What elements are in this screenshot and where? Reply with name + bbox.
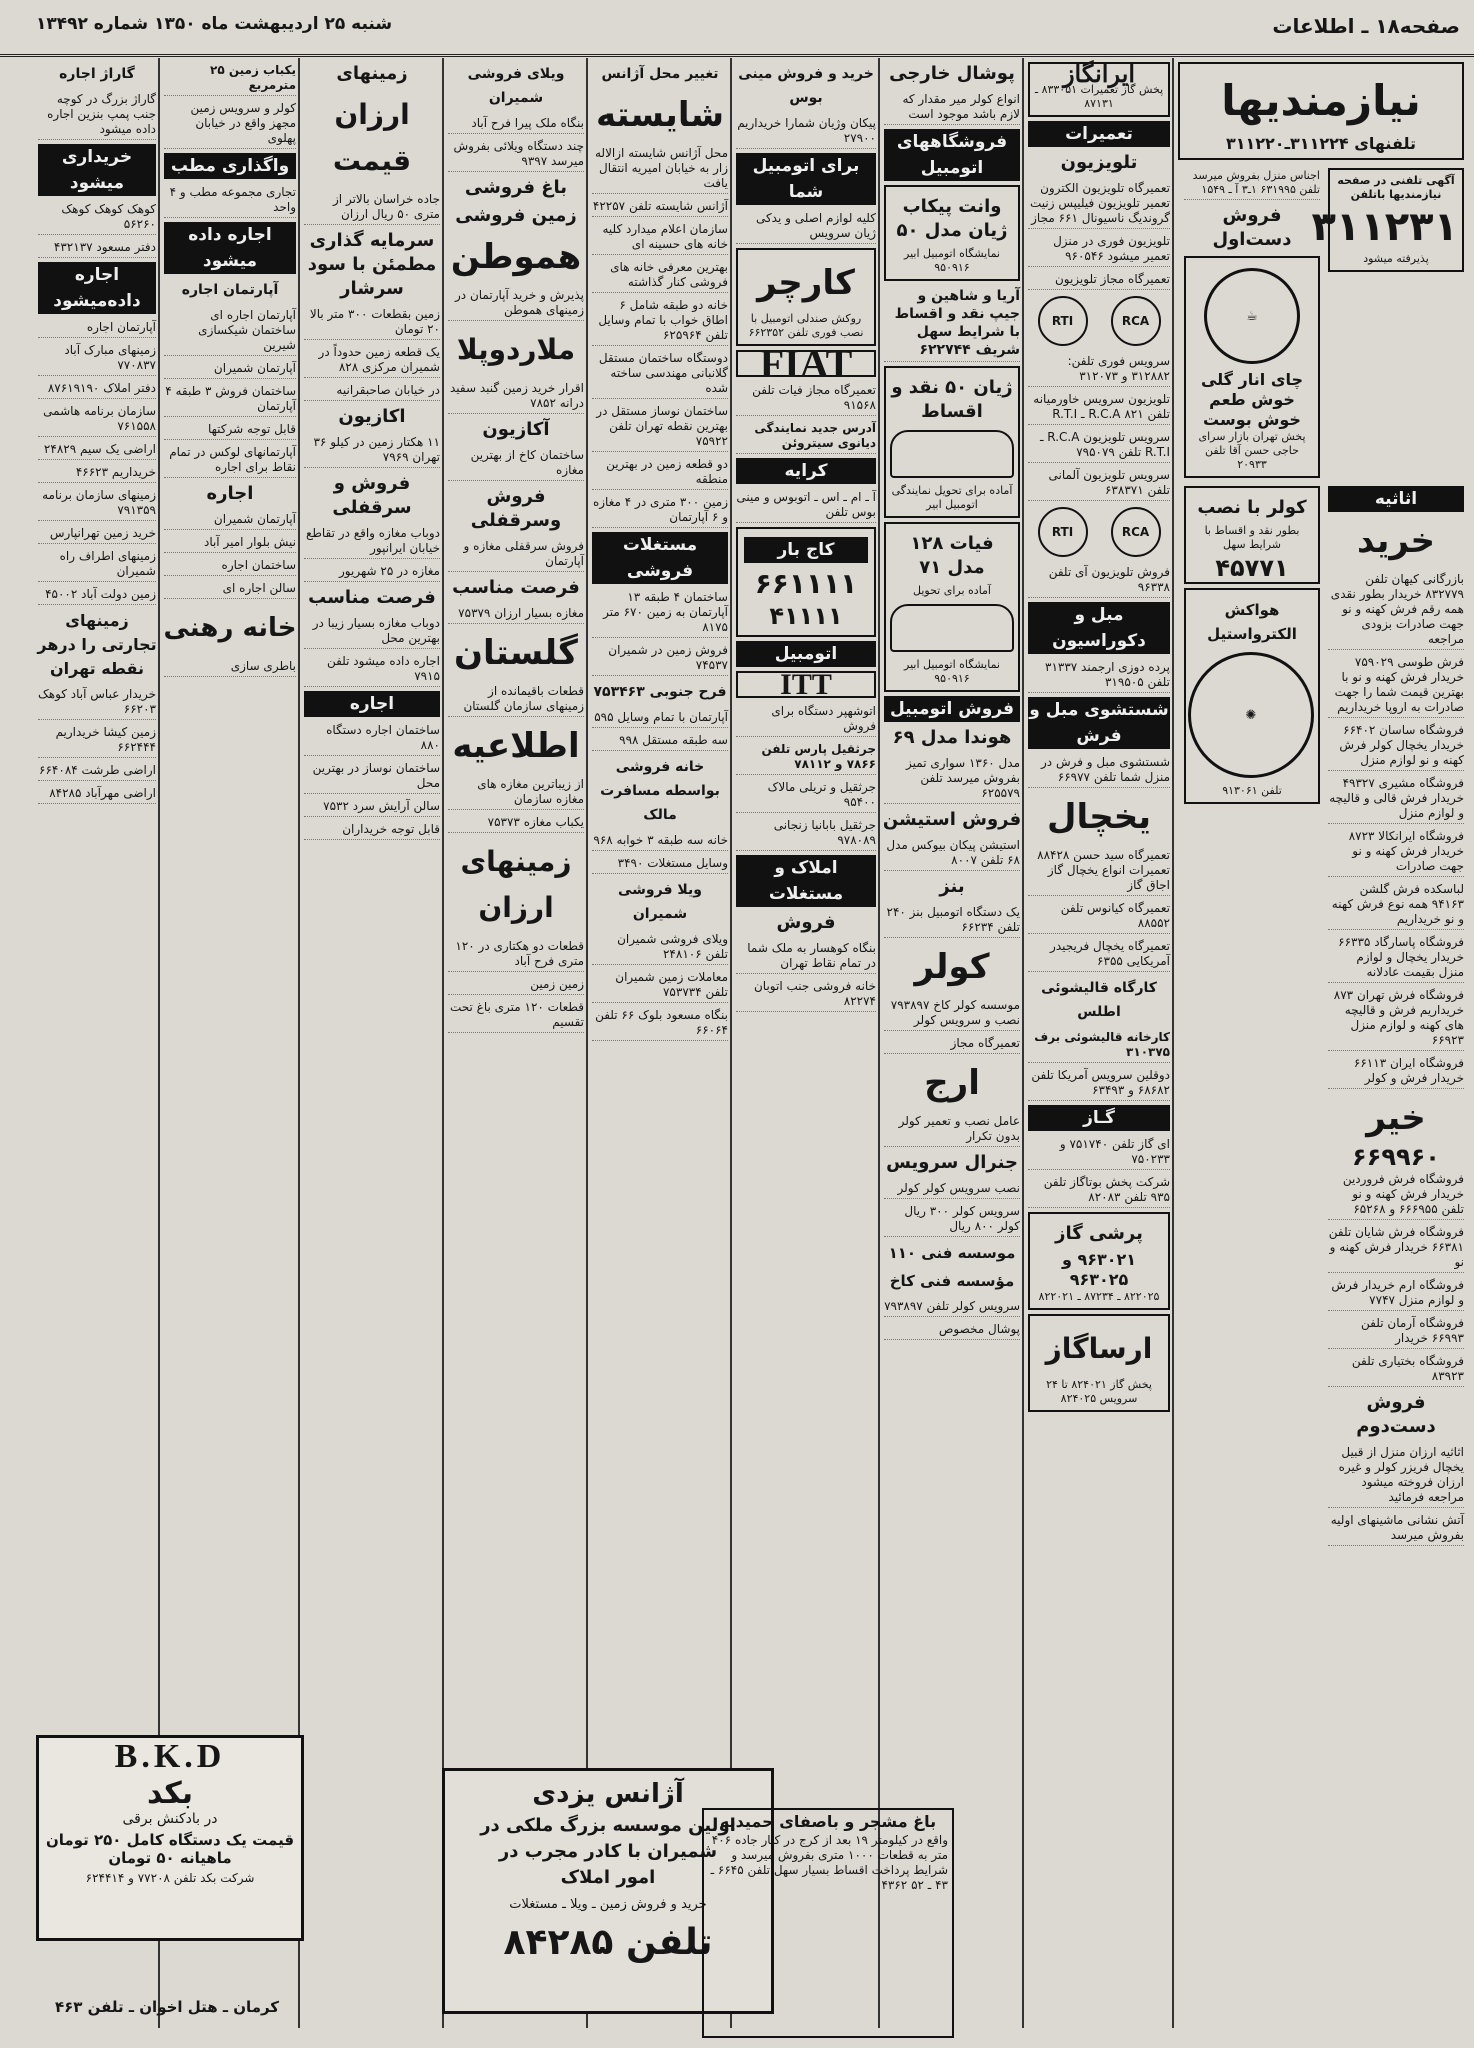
classified-ad: پرده دوزی ارجمند ۳۱۳۳۷ تلفن ۳۱۹۵۰۵ (1028, 658, 1170, 693)
bkd-sub: در بادکنش برقی (122, 1811, 218, 1827)
section-heading: ویلا فروشی شمیران (618, 882, 702, 922)
classified-ad: زمین بقطعات ۳۰۰ متر بالا ۲۰ تومان (304, 305, 440, 340)
classified-ad: تلویزیون سرویس خاورمیانه تلفن ۸۲۱ R.C.A ـ R.T.I (1028, 390, 1170, 425)
section-heading: شایسته (595, 95, 725, 135)
classified-ad: اثاثیه ارزان منزل از قبیل یخچال فریزر کولر و غیره ارزان فروخته میشود مراجعه فرمائید (1328, 1443, 1464, 1508)
fan-ad (1184, 588, 1320, 804)
rti-logo: RTI (1038, 296, 1088, 346)
cab-title: کاج بار (744, 537, 868, 563)
classified-ad: ساختمان اجاره دستگاه ۸۸۰ (304, 721, 440, 756)
rca-rti-logos (1026, 296, 1172, 346)
fiat-logo-ad (736, 341, 876, 386)
classified-ad: فروشگاه بختیاری تلفن ۸۳۹۲۳ (1328, 1352, 1464, 1387)
cab-number-2: ۴۱۱۱۱ (769, 602, 843, 630)
section-heading: فرصت مناسب (308, 587, 436, 608)
section-heading: اطلاعیه (452, 726, 580, 766)
fiat-dealer: نمایشگاه اتومبیل ابیر ۹۵۰۹۱۶ (904, 658, 1000, 685)
classified-ad: یک دستگاه اتومبیل بنز ۲۴۰ تلفن ۶۶۲۳۴ (884, 903, 1020, 938)
classified-ad: از زیباترین مغازه های مغازه سازمان (448, 775, 584, 810)
classified-ad: یکباب زمین ۲۵ مترمربع (164, 61, 296, 96)
section-heading: آپارتمان اجاره (181, 282, 279, 298)
classified-ad: سرویس تلویزیون R.C.A ـ R.T.I تلفن ۷۹۵۰۷۹ (1028, 428, 1170, 463)
classified-ad: فروشگاه مشیری ۴۹۳۲۷ خریدار فرش قالی و قالیچه و لوازم منزل (1328, 774, 1464, 824)
classified-ad: سه طبقه مستقل ۹۹۸ (592, 731, 728, 751)
irangaz-sub: پخش گاز تعمیرات ۸۳۳۰۵۱ ـ ۸۷۱۳۱ (1034, 83, 1164, 110)
rca-rti-logos (1026, 507, 1172, 557)
classified-ad: در خیابان صاحبقرانیه (304, 381, 440, 401)
section-heading: فروش (776, 912, 836, 933)
classified-ad: ساختمان اجاره (164, 556, 296, 576)
section-heading: خانه رهنی (163, 613, 297, 643)
karcher-sub: روکش صندلی اتومبیل با نصب فوری تلفن ۶۶۲۳۵۲ (748, 312, 864, 339)
agency-name: آژانس یزدی (532, 1779, 684, 1809)
classified-ad: فروشگاه ایران ۶۶۱۱۳ خریدار فرش و کولر (1328, 1054, 1464, 1089)
classified-ad: تعمیرگاه یخچال فریجیدر آمریکایی ۶۳۵۵ (1028, 937, 1170, 972)
agency-line: امور املاک (560, 1867, 656, 1888)
column-3 (882, 58, 1022, 2028)
section-heading: اجاره داده‌میشود (38, 262, 156, 314)
section-heading: کارگاه قالیشوئی اطلس (1041, 980, 1157, 1020)
classified-ad: زمین ۳۰۰ متری در ۴ مغازه و ۶ آپارتمان (592, 493, 728, 528)
classified-ad: فروش تلویزیون آی تلفن ۹۶۳۳۸ (1028, 563, 1170, 598)
phone-ad-box (1311, 168, 1464, 272)
section-heading: اجاره داده میشود (164, 222, 296, 274)
section-heading: ملاردوپلا (456, 333, 576, 366)
classified-ad: نیش بلوار امیر آباد (164, 533, 296, 553)
irangaz-logo: ایرانگاز (1062, 62, 1136, 88)
classified-ad: انواع کولر میر مقدار که لازم باشد موجود است (884, 90, 1020, 125)
fiat-ad (884, 522, 1020, 692)
fiat-logo: FIAT (759, 341, 853, 386)
classified-ad: آپارتمان اجاره (38, 318, 156, 338)
section-heading: خانه فروشی بواسطه مسافرت مالک (600, 759, 720, 823)
section-heading: اثاثیه (1328, 486, 1464, 512)
classified-ad: خانه سه طبقه ۳ خوابه ۹۶۸ (592, 831, 728, 851)
classified-ad: سالن اجاره ای (164, 579, 296, 599)
classified-ad: دوقلین سرویس آمریکا تلفن ۶۸۶۸۲ و ۶۳۴۹۳ (1028, 1066, 1170, 1101)
column-5 (590, 58, 730, 2028)
classified-ad: آپارتمان شمیران (164, 359, 296, 379)
khair-number: ۶۶۹۹۶۰ (1352, 1143, 1440, 1171)
classified-ad: زمین کیشا خریداریم ۶۶۲۴۴۴ (38, 723, 156, 758)
classified-ad: آپارتمان اجاره ای ساختمان شیکسازی شیرین (164, 306, 296, 356)
classified-ad: دوستگاه ساختمان مستقل گلانبانی مهندسی ساخته شده (592, 349, 728, 399)
section-heading: بنز (939, 876, 965, 897)
classified-ad: آپارتمان با تمام وسایل ۵۹۵ (592, 708, 728, 728)
classified-ad: فرش طوسی ۷۵۹۰۲۹ خریدار فرش کهنه و نو با بهترین قیمت شما را جهت صادرات به اروپا خریداریم (1328, 653, 1464, 718)
classified-ad: ۱۱ هکتار زمین در کیلو ۳۶ تهران ۷۹۶۹ (304, 433, 440, 468)
classified-ad: آریا و شاهین و جیپ نقد و اقساط با شرایط سهل شریف ۶۲۲۷۴۴ (884, 285, 1020, 362)
rca-logo: RCA (1111, 507, 1161, 557)
bkd-logo: B.K.D (114, 1738, 226, 1775)
classified-ad: ساختمان نوساز در بهترین محل (304, 759, 440, 794)
classified-ad: تجاری مجموعه مطب و ۴ واحد (164, 183, 296, 218)
section-heading: زمینهای تجارتی را درهر نقطه تهران (37, 611, 157, 678)
section-heading: فرصت مناسب (452, 577, 580, 598)
section-heading: مبل و دکوراسیون (1028, 602, 1170, 654)
classified-ad: سرویس کولر تلفن ۷۹۳۸۹۷ (884, 1297, 1020, 1317)
classified-ad: زمینهای سازمان برنامه ۷۹۱۳۵۹ (38, 486, 156, 521)
cab-ad (736, 527, 876, 637)
fiat-title: فیات ۱۲۸ مدل ۷۱ (910, 533, 994, 578)
column-8 (162, 58, 298, 1718)
classified-ad: فروشگاه فرش تهران ۸۷۳ خریداریم فرش و قالیچه های کهنه و لوازم منزل ۶۶۹۲۳ (1328, 986, 1464, 1051)
classified-ad: سرویس تلویزیون آلمانی تلفن ۶۳۸۳۷۱ (1028, 466, 1170, 501)
itt-logo: ITT (780, 668, 832, 701)
classified-ad: اجناس منزل بفروش میرسد تلفن ۶۳۱۹۹۵ ۱ـ۳ آ ـ ۱۵۴۹ (1184, 167, 1320, 200)
classified-ad: کلیه لوازم اصلی و یدکی ژیان سرویس (736, 209, 876, 244)
column-rule (586, 58, 588, 2028)
classified-ad: مغازه در ۲۵ شهریور (304, 562, 440, 582)
classified-ad: زمین دولت آباد ۴۵۰۰۲ (38, 585, 156, 605)
section-heading: اجاره (304, 691, 440, 717)
classified-ad: تعمیرگاه مجاز فیات تلفن ۹۱۵۶۸ (736, 381, 876, 416)
footer-ad: کرمان ـ هتل اخوان ـ تلفن ۴۶۳ (54, 1998, 280, 2016)
garden-title: باغ مشجر و باصفای حمیدیه (719, 1812, 937, 1831)
classified-ad: کوهک کوهک کوهک ۵۶۲۶۰ (38, 200, 156, 235)
rti-logo: RTI (1038, 507, 1088, 557)
section-heading: پوشال خارجی (889, 63, 1015, 84)
classified-ad: ساختمان کاخ از بهترین مغازه (448, 446, 584, 481)
classified-ad: ساختمان نوساز مستقل در بهترین نقطه تهران تلفن ۷۵۹۲۲ (592, 402, 728, 452)
classified-ad: تعمیرگاه کیانوس تلفن ۸۸۵۵۲ (1028, 899, 1170, 934)
agency-phone: تلفن ۸۴۲۸۵ (503, 1922, 713, 1963)
tea-title: چای انار گلی خوش طعم خوش بوست (1200, 370, 1304, 429)
classified-ad: فروشگاه فرش فروردین خریدار فرش کهنه و نو تلفن ۶۶۶۹۵۵ و ۶۵۲۶۸ (1328, 1170, 1464, 1220)
pickup-ad (884, 185, 1020, 281)
pars-tel: ۹۶۳۰۲۱ و ۹۶۳۰۲۵ (1061, 1250, 1137, 1289)
classified-ad: عامل نصب و تعمیر کولر بدون تکرار (884, 1112, 1020, 1147)
classified-ad: تعمیرگاه مجاز (884, 1034, 1020, 1054)
classified-ad: مغازه بسیار ارزان ۷۵۳۷۹ (448, 604, 584, 624)
section-heading: موسسه فنی ۱۱۰ (888, 1244, 1016, 1262)
section-heading: باغ فروشی (464, 177, 568, 198)
classified-ad: قطعات دو هکتاری در ۱۲۰ متری فرح آباد (448, 937, 584, 972)
classified-ad: محل آژانس شایسته ازالاله زار به خیابان امیریه انتقال یافت (592, 144, 728, 194)
niyazmandiha-title: نیازمندیها (1221, 76, 1421, 125)
classified-ad: بنگاه کوهسار به ملک شما در تمام نقاط تهران (736, 939, 876, 974)
classified-ad: نصب سرویس کولر کولر (884, 1179, 1020, 1199)
section-heading: واگذاری مطب (164, 153, 296, 179)
classified-ad: خریدار عباس آباد کوهک ۶۶۲۰۳ (38, 685, 156, 720)
cooler-title: کولر با نصب (1197, 497, 1307, 518)
column-rule (158, 58, 160, 2028)
column-1 (1176, 58, 1466, 2028)
section-heading: کولر (914, 947, 990, 987)
agency-line: اولین موسسه بزرگ ملکی در (480, 1815, 736, 1836)
section-heading: فروش وسرقفلی (470, 486, 562, 531)
classified-ad: خانه فروشی جنب اتوبان ۸۲۲۷۴ (736, 977, 876, 1012)
bkd-tel: شرکت بکد تلفن ۷۷۲۰۸ و ۶۲۴۴۱۴ (85, 1871, 255, 1885)
classified-ad: آپارتمان شمیران (164, 510, 296, 530)
classified-ad: یک قطعه زمین حدوداً در شمیران مرکزی ۸۲۸ (304, 343, 440, 378)
classified-ad: اراضی مهرآباد ۸۴۲۸۵ (38, 784, 156, 804)
classified-ad: ای گاز تلفن ۷۵۱۷۴۰ و ۷۵۰۲۳۳ (1028, 1135, 1170, 1170)
classified-ad: ویلای فروشی شمیران تلفن ۲۴۸۱۰۶ (592, 930, 728, 965)
karcher-ad (736, 248, 876, 346)
section-heading: خرید (1356, 521, 1436, 561)
arsa-gaz-ad (1028, 1314, 1170, 1412)
section-heading: گـاز (1028, 1105, 1170, 1131)
agency-services: خرید و فروش زمین ـ ویلا ـ مستغلات (509, 1897, 707, 1912)
classified-ad: بنگاه ملک پیرا فرح آباد (448, 114, 584, 134)
classified-ad: آتش نشانی ماشینهای اولیه بفروش میرسد (1328, 1511, 1464, 1546)
column-2 (1026, 58, 1172, 2028)
classified-ad: خریداریم ۴۶۶۲۳ (38, 463, 156, 483)
section-heading: فروشگاههای اتومبیل (884, 129, 1020, 181)
section-heading: زمینهای (336, 63, 408, 84)
classified-ad: معاملات زمین شمیران تلفن ۷۵۳۷۳۴ (592, 968, 728, 1003)
section-heading: فرح جنوبی ۷۵۳۴۶۳ (593, 684, 727, 700)
column-4 (734, 58, 878, 2028)
classified-ad: فروشگاه فرش شایان تلفن ۶۶۳۸۱ خریدار فرش کهنه و نو (1328, 1223, 1464, 1273)
column-rule (730, 58, 732, 2028)
pars-title: پرشی گاز (1055, 1223, 1143, 1244)
section-heading: کرایه (736, 458, 876, 484)
classified-ad: اقرار خرید زمین گنبد سفید درانه ۷۸۵۲ (448, 379, 584, 414)
car-icon (890, 604, 1014, 652)
classified-ad: ساختمان فروش ۳ طبقه ۴ آپارتمان (164, 382, 296, 417)
classified-ad: ساختمان ۴ طبقه ۱۳ آپارتمان به زمین ۶۷۰ متر ۸۱۷۵ (592, 588, 728, 638)
section-heading: جنرال سرویس (886, 1152, 1018, 1173)
garden-body: واقع در کیلومتر ۱۹ بعد از کرج در کنار جاده ۴۰۶ متر به قطعات ۱۰۰۰ متری بفروش میرسد و شرایط پرداخت اقساط بسیار سهل تلفن ۶۶۴۵ ـ ۴۳ ـ ۵۲ ۴۳۶۲ (710, 1833, 948, 1892)
arj-logo: ارج (924, 1063, 980, 1103)
cooler-number: ۴۵۷۷۱ (1215, 554, 1289, 582)
section-heading: اتومبیل (736, 641, 876, 667)
classified-ad: قطعات باقیمانده از زمینهای سازمان گلستان (448, 682, 584, 717)
classified-ad: اراضی طرشت ۶۶۴۰۸۴ (38, 761, 156, 781)
section-heading: گاراژ اجاره (59, 66, 135, 82)
classified-ad: مدل ۱۳۶۰ سواری تمیز بفروش میرسد تلفن ۶۲۵۵۷۹ (884, 754, 1020, 804)
classified-ad: بازرگانی کیهان تلفن ۸۳۲۷۷۹ خریدار بطور نقدی همه رقم فرش کهنه و نو جهت صادرات بزودی مراجعه (1328, 570, 1464, 650)
rca-logo: RCA (1111, 296, 1161, 346)
classified-ad: دو قطعه زمین در بهترین منطقه (592, 455, 728, 490)
section-heading: فروش دست‌اول (1212, 205, 1292, 250)
classified-ad: کارخانه قالیشوئی برف ۳۱۰۳۷۵ (1028, 1028, 1170, 1063)
cooler-ad (1184, 486, 1320, 584)
classified-ad: بنگاه مسعود بلوک ۶۶ تلفن ۶۶۰۶۴ (592, 1006, 728, 1041)
section-heading: زمینهای ارزان (460, 845, 572, 924)
classified-ad: سالن آرایش سرد ۷۵۳۲ (304, 797, 440, 817)
classified-ad: فروشگاه ایرانکالا ۸۷۲۳ خریدار فرش کهنه و نو جهت صادرات (1328, 827, 1464, 877)
section-heading: ویلای فروشی شمیران (467, 66, 565, 106)
tea-addr: پخش تهران بازار سرای حاجی حسن آقا تلفن ۲۰۹۳۳ (1198, 430, 1306, 471)
zhian-sub: آماده برای تحویل نمایندگی اتومبیل ابیر (891, 484, 1013, 511)
arsa-sub: پخش گاز ۸۲۴۰۲۱ تا ۲۴ سرویس ۸۲۴۰۲۵ (1046, 1378, 1152, 1405)
fan-icon: ✺ (1188, 652, 1314, 778)
classified-ad: پذیرش و خرید آپارتمان در زمینهای هموطن (448, 286, 584, 321)
classified-ad: دفتر املاک ۸۷۶۱۹۱۹۰ (38, 379, 156, 399)
column-rule (298, 58, 300, 2028)
niyazmandiha-banner (1178, 62, 1464, 160)
zhian-ad (884, 366, 1020, 518)
pars-tel-2: ۸۲۲۰۲۵ ـ ۸۷۲۳۴ ـ ۸۲۲۰۲۱ (1038, 1290, 1160, 1303)
tea-ad (1184, 256, 1320, 478)
classified-ad: زمینهای اطراف راه شمیران (38, 547, 156, 582)
section-heading: برای اتومبیل شما (736, 153, 876, 205)
classified-ad: خرید زمین تهرانپارس (38, 524, 156, 544)
pickup-title: وانت پیکاب ژیان مدل ۵۰ (896, 196, 1008, 241)
classified-ad: وسایل مستغلات ۳۴۹۰ (592, 854, 728, 874)
column-6 (446, 58, 586, 2028)
classified-ad: تعمیرگاه تلویزیون الکترون تعمیر تلویزیون فیلیپس زنیت گروندیگ ناسیونال ۶۶۱ مجاز (1028, 179, 1170, 229)
classified-ad: جرثقیل بابانیا زنجانی ۹۷۸۰۸۹ (736, 816, 876, 851)
tea-logo-icon: ☕ (1204, 268, 1300, 364)
classified-ad: پیکان وژیان شمارا خریداریم ۲۷۹۰۰ (736, 114, 876, 149)
section-heading: آکازیون (482, 419, 550, 440)
classified-ad: اجاره داده میشود تلفن ۷۹۱۵ (304, 652, 440, 687)
section-heading: مؤسسه فنی کاخ (889, 1272, 1015, 1290)
cooler-sub: بطور نقد و اقساط با شرایط سهل (1204, 524, 1300, 551)
classified-ad: باطری سازی (164, 657, 296, 677)
classified-ad: جاده خراسان بالاتر از متری ۵۰ ریال ارزان (304, 190, 440, 225)
classified-ad: سازمان اعلام میدارد کلیه خانه های حسینه ای (592, 220, 728, 255)
classified-ad: تلویزیون فوری در منزل تعمیر میشود ۹۶۰۵۴۶ (1028, 232, 1170, 267)
classified-ad: سازمان برنامه هاشمی ۷۶۱۵۵۸ (38, 402, 156, 437)
karcher-logo: کارچر (757, 263, 855, 303)
page-label: صفحه۱۸ ـ اطلاعات (1272, 14, 1460, 38)
classified-ad: بهترین معرفی خانه های فروشی کنار گذاشته (592, 258, 728, 293)
classified-ad: جرثقیل و تریلی مالاک ۹۵۴۰۰ (736, 778, 876, 813)
bkd-ad (36, 1735, 304, 1941)
car-icon (890, 430, 1014, 478)
phone-ad-number: ۳۱۱۲۳۱ (1311, 204, 1458, 250)
irangaz-ad (1028, 62, 1170, 117)
classified-ad: موسسه کولر کاخ ۷۹۳۸۹۷ نصب و سرویس کولر (884, 996, 1020, 1031)
itt-ad (736, 668, 876, 701)
pickup-sub: نمایشگاه اتومبیل ابیر ۹۵۰۹۱۶ (904, 247, 1000, 274)
classified-ad: قابل توجه خریداران (304, 820, 440, 840)
section-heading: مستغلات فروشی (592, 532, 728, 584)
classified-ad: دفتر مسعود ۴۳۲۱۳۷ (38, 238, 156, 258)
classified-ad: شرکت پخش بوتاگاز تلفن ۹۳۵ تلفن ۸۲۰۸۳ (1028, 1173, 1170, 1208)
zhian-title: ژیان ۵۰ نقد و اقساط (891, 377, 1013, 422)
classified-ad: قطعات ۱۲۰ متری باغ تحت تقسیم (448, 998, 584, 1033)
classified-ad: فروش سرقفلی مغازه و آپارتمان (448, 537, 584, 572)
classified-ad: فروش زمین در شمیران ۷۴۵۳۷ (592, 641, 728, 676)
section-heading: سرمایه گذاری مطمئن با سود سرشار (307, 230, 437, 299)
classified-ad: سرویس فوری تلفن: ۳۱۲۸۸۲ و ۳۱۲۰۷۳ (1028, 352, 1170, 387)
classified-ad: فروشگاه ارم خریدار فرش و لوازم منزل ۷۷۴۷ (1328, 1276, 1464, 1311)
hamidiyeh-garden-ad (702, 1808, 954, 2038)
section-heading: خیر (1366, 1098, 1426, 1138)
classified-ad: زمین زمین (448, 975, 584, 995)
section-heading: فروش دست‌دوم (1356, 1392, 1436, 1437)
section-heading: تلویزیون (1060, 152, 1138, 173)
page-header (0, 0, 1474, 57)
classified-ad: تعمیرگاه سید حسن ۸۸۴۲۸ تعمیرات انواع یخچال گاز اجاق گاز (1028, 846, 1170, 896)
fan-tel: تلفن ۹۱۳۰۶۱ (1222, 784, 1282, 797)
fan-brand: هواکش الکترواستیل (1207, 601, 1297, 643)
fiat-sub: آماده برای تحویل (913, 584, 991, 597)
column-rule (1172, 58, 1174, 2028)
column-rule (878, 58, 880, 2028)
section-heading: یخچال (1046, 797, 1152, 837)
classified-ad: دوباب مغازه بسیار زیبا در بهترین محل (304, 614, 440, 649)
classified-ad: گاراژ بزرگ در کوچه جنب پمپ بنزین اجاره داده میشود (38, 90, 156, 140)
phone-ad-text: آگهی تلفنی در صفحه نیازمندیها باتلفن (1337, 174, 1455, 201)
classified-ad: استیشن پیکان بیوکس مدل ۶۸ تلفن ۸۰۰۷ (884, 836, 1020, 871)
classified-ad: فروشگاه پاسارگاد ۶۶۳۳۵ خریدار یخچال و لوازم منزل بقیمت عادلانه (1328, 933, 1464, 983)
classified-ad: چند دستگاه ویلائی بفروش میرسد ۹۳۹۷ (448, 137, 584, 172)
pars-gaz-ad (1028, 1212, 1170, 1310)
section-heading: گلستان (454, 633, 578, 673)
section-heading: خرید و فروش مینی بوس (738, 66, 874, 106)
bkd-price: قیمت یک دستگاه کامل ۲۵۰ تومان (45, 1831, 295, 1849)
classified-ad: پوشال مخصوص (884, 1320, 1020, 1340)
section-heading: املاک و مستغلات (736, 855, 876, 907)
column-rule (1022, 58, 1024, 2028)
section-heading: هوندا مدل ۶۹ (892, 727, 1012, 748)
classified-ad: زمینهای مبارک آباد ۷۷۰۸۳۷ (38, 341, 156, 376)
date-line: شنبه ۲۵ اردیبهشت ماه ۱۳۵۰ شماره ۱۳۴۹۲ (36, 14, 393, 34)
section-heading: فروش و سرقفلی (332, 473, 412, 518)
classified-ad: دوباب مغازه واقع در تقاطع خیابان ایرانپور (304, 524, 440, 559)
classified-ad: کولر و سرویس زمین مجهز واقع در خیابان پهلوی (164, 99, 296, 149)
agency-line: شمیران با کادر مجرب در (498, 1841, 718, 1862)
bkd-installment: ماهیانه ۵۰ تومان (108, 1849, 232, 1867)
section-heading: تعمیرات (1028, 121, 1170, 147)
section-heading: فروش اتومبیل (884, 696, 1020, 722)
bkd-logo-fa: بکد (146, 1776, 194, 1811)
section-heading: ارزان قیمت (332, 98, 412, 177)
classified-ad: لباسکده فرش گلشن ۹۴۱۶۳ همه نوع فرش کهنه و نو خریداریم (1328, 880, 1464, 930)
section-heading: خریداری میشود (38, 144, 156, 196)
classified-ad: آژانس شایسته تلفن ۴۲۲۵۷ (592, 197, 728, 217)
classified-ad: سرویس کولر ۳۰۰ ریال کولر ۸۰۰ ریال (884, 1202, 1020, 1237)
classified-ad: اراضی یک سیم ۲۴۸۲۹ (38, 440, 156, 460)
classified-ad: فروشگاه ساسان ۶۶۴۰۲ خریدار یخچال کولر فرش کهنه و نو لوازم منزل (1328, 721, 1464, 771)
column-7 (302, 58, 442, 1758)
classified-ad: یکباب مغازه ۷۵۳۷۳ (448, 813, 584, 833)
classified-ad: جرثقیل پارس تلفن ۷۸۶۶ و ۷۸۱۱۲ (736, 740, 876, 775)
section-heading: هموطن (450, 237, 582, 277)
classified-ad: اتوشهپر دستگاه برای فروش (736, 702, 876, 737)
classified-ad: آدرس جدید نمایندگی دیانوی سیتروئن (736, 419, 876, 454)
section-heading: اکازیون (338, 406, 406, 427)
section-heading: زمین فروشی (455, 205, 577, 226)
section-heading: فروش استیشن (882, 809, 1022, 830)
classified-ad: آ ـ ام ـ اس ـ اتوبوس و مینی بوس تلفن (736, 488, 876, 523)
section-heading: تغییر محل آژانس (601, 66, 719, 82)
classified-ad: آپارتمانهای لوکس در تمام نقاط برای اجاره (164, 443, 296, 478)
arsa-title: ارساگاز (1045, 1332, 1153, 1365)
classified-ad: خانه دو طبقه شامل ۶ اطاق خواب با تمام وسایل تلفن ۶۲۵۹۶۴ (592, 296, 728, 346)
classified-ad: تعمیرگاه مجاز تلویزیون (1028, 270, 1170, 290)
classified-ad: فروشگاه آرمان تلفن ۶۶۹۹۳ خریدار (1328, 1314, 1464, 1349)
niyazmandiha-phones: تلفنهای ۳۱۱۲۲۴ـ۳۱۱۲۲۰ (1225, 134, 1417, 153)
classified-ad: قابل توجه شرکتها (164, 420, 296, 440)
cab-number: ۶۶۱۱۱۱ (754, 567, 858, 600)
column-9 (36, 58, 158, 1718)
classified-ad: شستشوی مبل و فرش در منزل شما تلفن ۶۶۹۷۷ (1028, 753, 1170, 788)
section-heading: شستشوی مبل و فرش (1028, 697, 1170, 749)
column-rule (442, 58, 444, 2028)
phone-ad-tail: پذیرفته میشود (1363, 252, 1429, 265)
section-heading: اجاره (206, 483, 254, 504)
